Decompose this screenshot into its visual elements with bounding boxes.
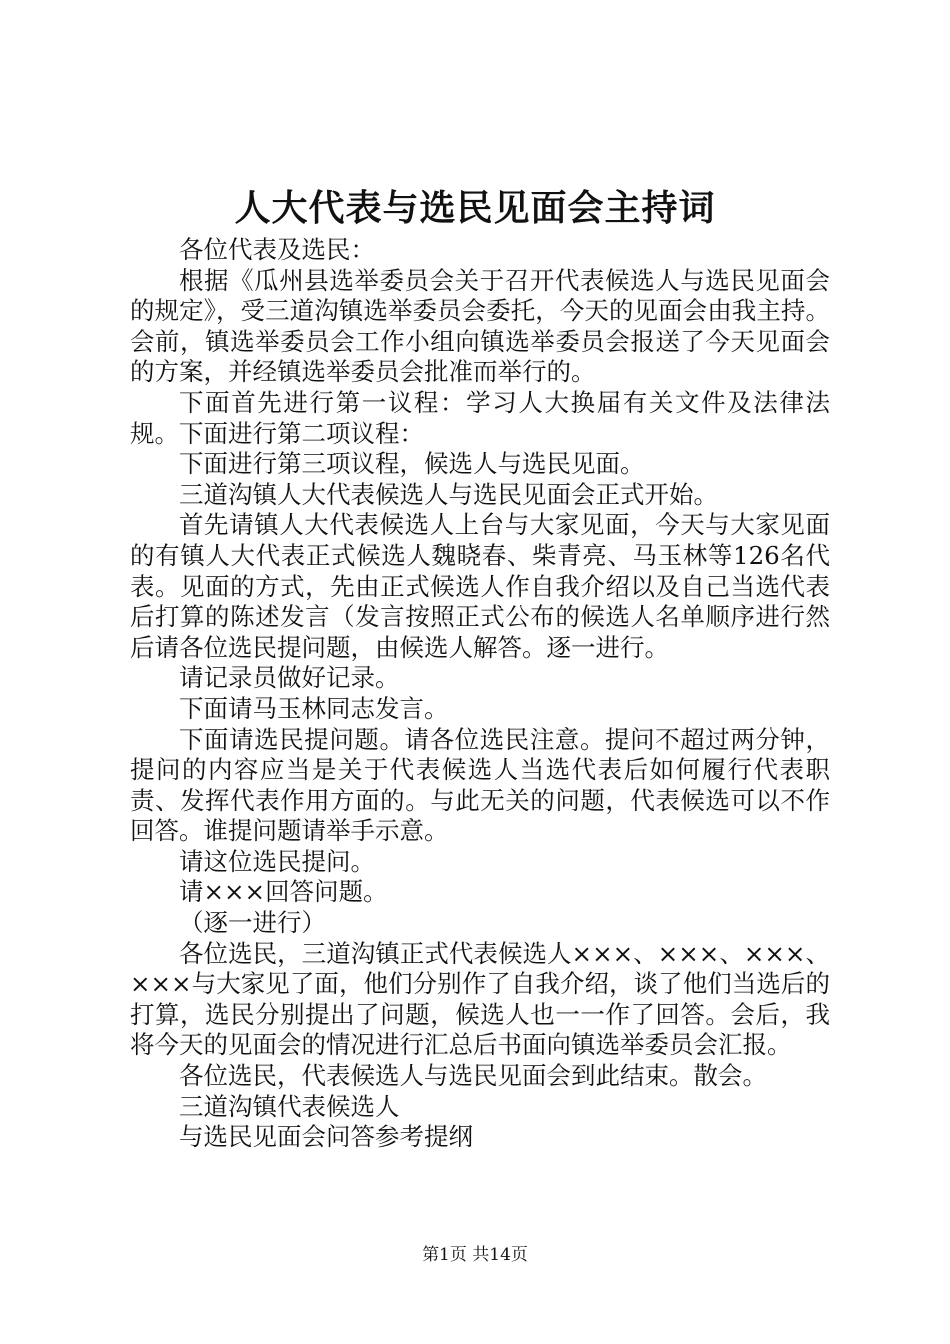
document-title: 人大代表与选民见面会主持词 [234,187,716,229]
page-number-footer: 第1页 共14页 [422,1245,528,1265]
paragraph: 首先请镇人大代表候选人上台与大家见面，今天与大家见面的有镇人大代表正式候选人魏晓春、柴青亮、马玉林等126名代表。见面的方式，先由正式候选人作自我介绍以及自己当选代表后打算的陈述发言（发言按照正式公布的候选人名单顺序进行然后请各位选民提问题，由候选人解答。逐一进行。 [130,510,830,662]
paragraph: 三道沟镇代表候选人 [179,1091,400,1121]
document-body [130,235,830,1153]
paragraph: 请这位选民提问。 [179,846,375,876]
paragraph: 下面请选民提问题。请各位选民注意。提问不超过两分钟，提问的内容应当是关于代表候选人当选代表后如何履行代表职责、发挥代表作用方面的。与此无关的问题，代表候选可以不作回答。谁提问题请举手示意。 [130,724,830,846]
paragraph: （逐一进行） [179,908,326,938]
paragraph: 与选民见面会问答参考提纲 [179,1122,473,1152]
paragraph: 各位选民，代表候选人与选民见面会到此结束。散会。 [179,1061,767,1091]
paragraph-greeting: 各位代表及选民： [179,235,375,264]
paragraph: 根据《瓜州县选举委员会关于召开代表候选人与选民见面会的规定》，受三道沟镇选举委员会委托，今天的见面会由我主持。会前，镇选举委员会工作小组向镇选举委员会报送了今天见面会的方案，并经镇选举委员会批准而举行的。 [130,265,830,387]
paragraph: 下面请马玉林同志发言。 [179,693,449,723]
paragraph: 请记录员做好记录。 [179,663,400,693]
paragraph: 请×××回答问题。 [179,877,388,907]
paragraph: 下面首先进行第一议程：学习人大换届有关文件及法律法规。下面进行第二项议程： [130,387,830,448]
paragraph: 下面进行第三项议程，候选人与选民见面。 [179,449,645,479]
paragraph: 三道沟镇人大代表候选人与选民见面会正式开始。 [179,479,718,509]
paragraph: 各位选民，三道沟镇正式代表候选人×××、×××、×××、×××与大家见了面，他们分别作了自我介绍，谈了他们当选后的打算，选民分别提出了问题，候选人也一一作了回答。会后，我将今天的见面会的情况进行汇总后书面向镇选举委员会汇报。 [130,938,830,1060]
